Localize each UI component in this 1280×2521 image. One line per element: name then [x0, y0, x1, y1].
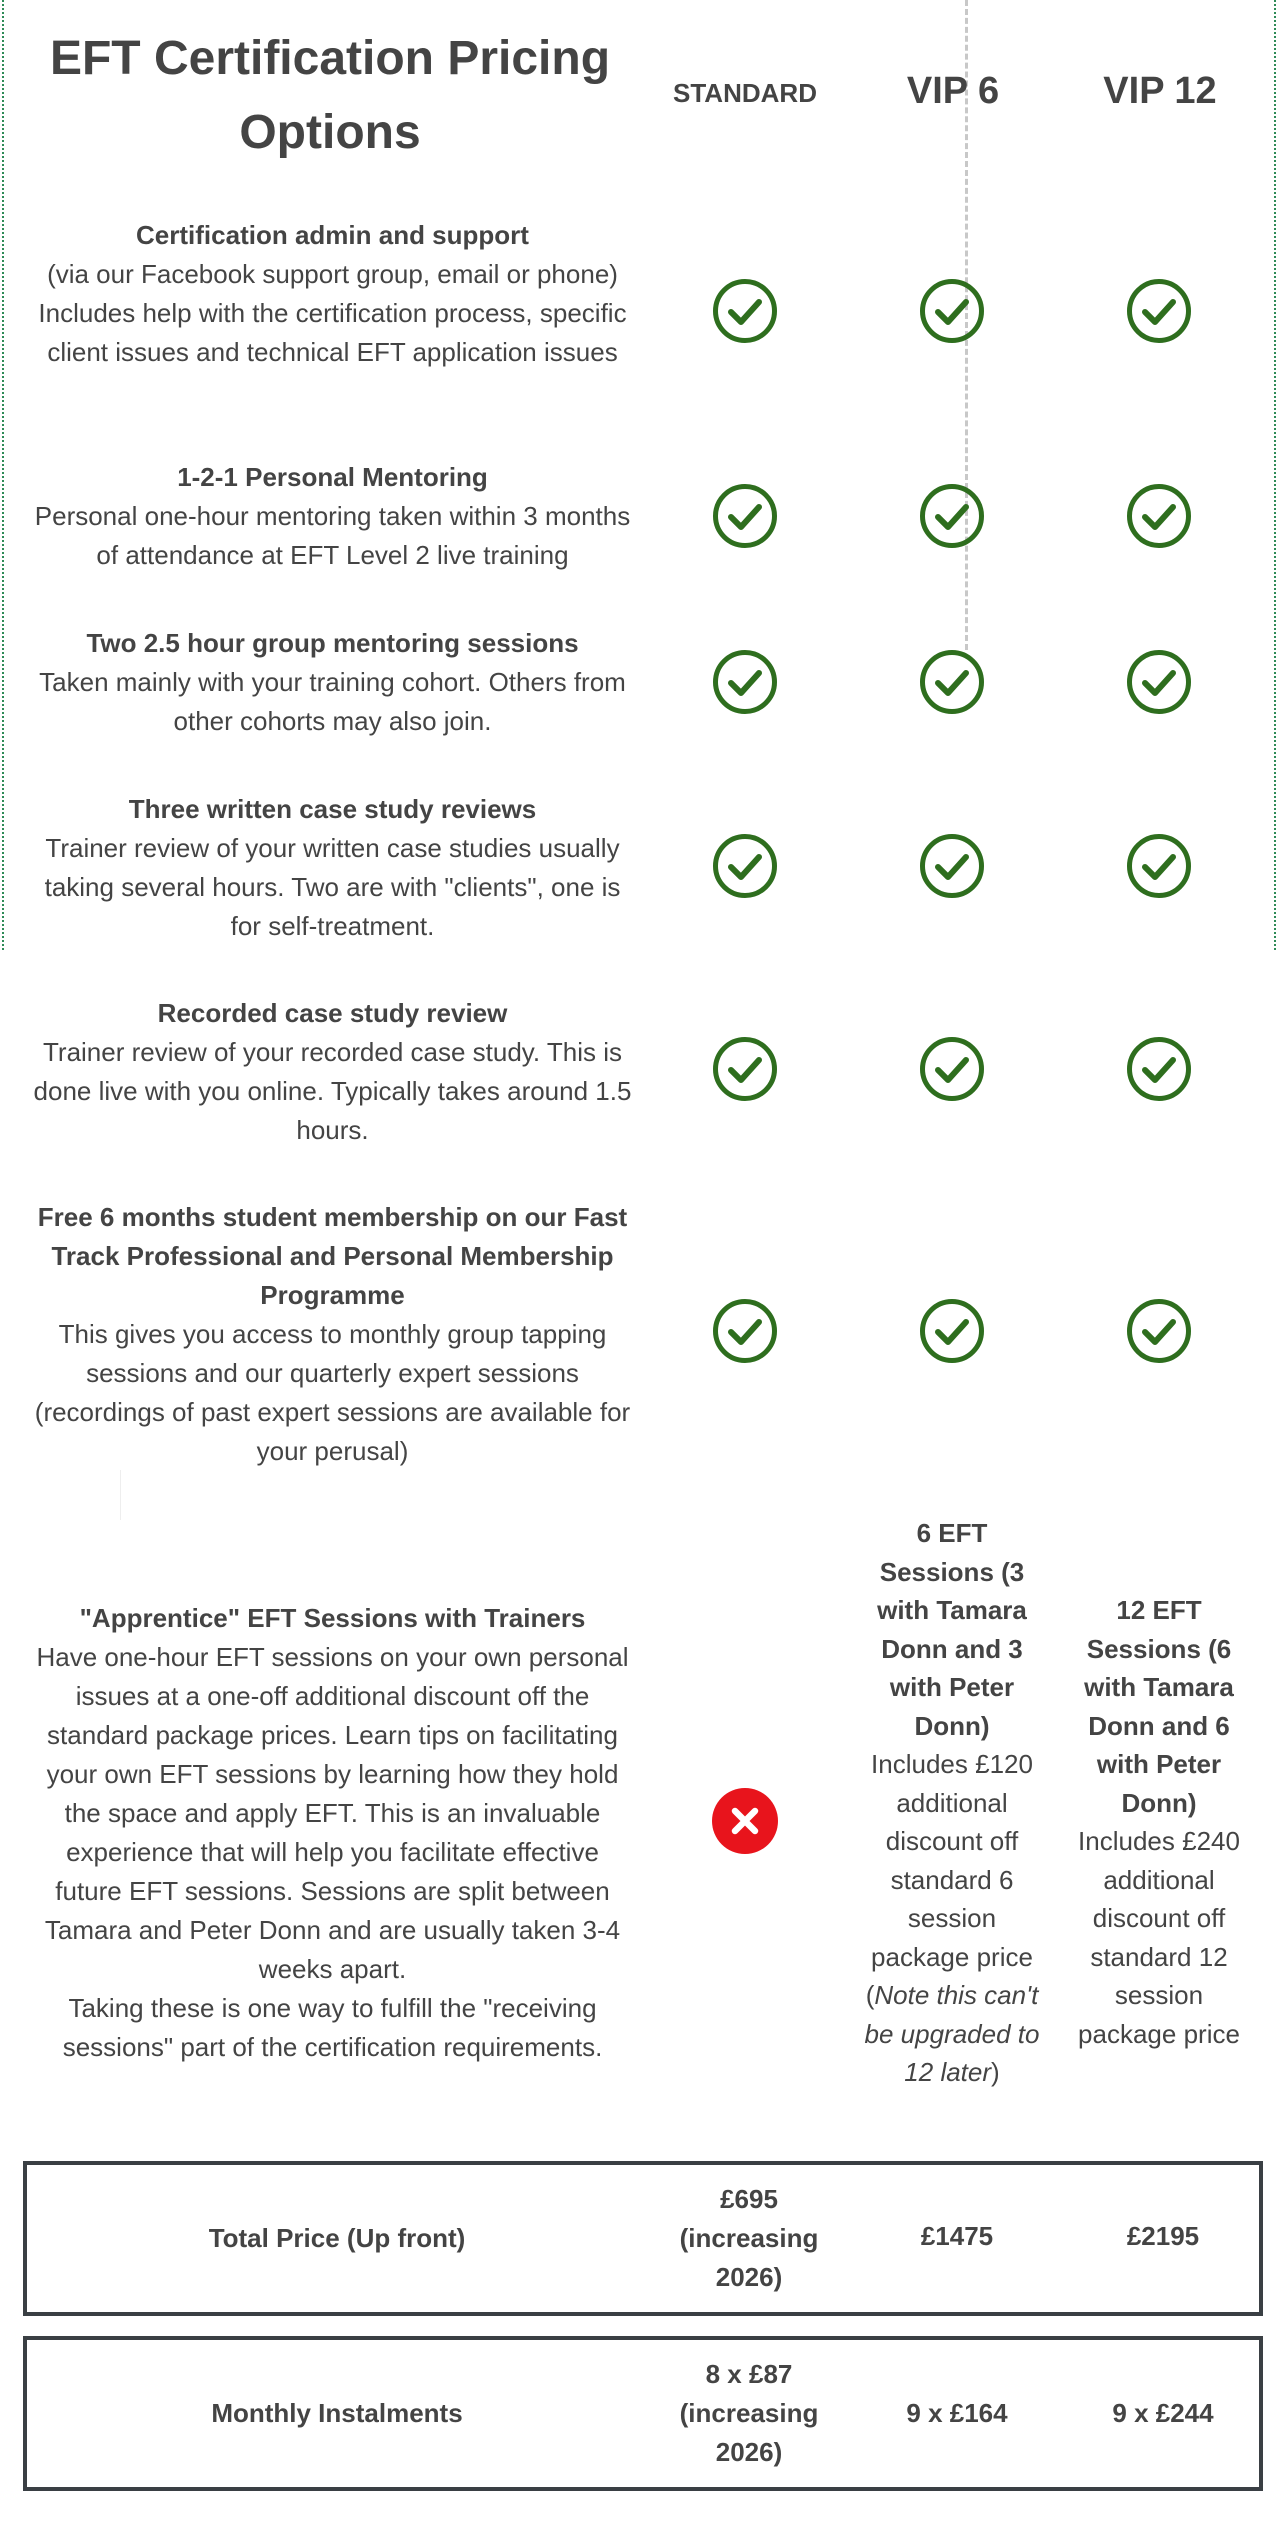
feature-title: Recorded case study review	[157, 998, 508, 1028]
vip6-sessions-description: Includes £120 additional discount off standard 6 session package price	[871, 1749, 1033, 1972]
feature-admin-support	[30, 216, 635, 372]
total-price-row	[23, 2161, 1263, 2316]
page-title: EFT Certification Pricing Options	[49, 32, 611, 159]
feature-written-case-studies	[30, 790, 635, 946]
feature-title: 1-2-1 Personal Mentoring	[177, 462, 488, 492]
check-icon	[711, 1035, 779, 1103]
feature-description: Have one-hour EFT sessions on your own personal issues at a one-off additional discount off the standard package prices. Learn tips on facilitating your own EFT sessions by learning how they hold the space and apply EFT. This is an invaluable experience that will help you facilitate effective future EFT sessions. Sessions are split between Tamara and Peter Donn and are usually taken 3-4 weeks apart.	[36, 1642, 629, 1984]
monthly-instalments-row	[23, 2336, 1263, 2491]
feature-description: This gives you access to monthly group tapping sessions and our quarterly expert sessions (recordings of past expert sessions are available for your perusal)	[34, 1319, 631, 1466]
check-icon	[918, 1297, 986, 1365]
feature-description-note: Taking these is one way to fulfill the "receiving sessions" part of the certification requirements.	[62, 1993, 603, 2062]
monthly-instalments-vip6: 9 x £164	[906, 2398, 1008, 2428]
check-icon	[1125, 277, 1193, 345]
vip12-sessions-description: Includes £240 additional discount off standard 12 session package price	[1078, 1826, 1240, 2049]
feature-title: Three written case study reviews	[128, 794, 537, 824]
check-icon	[711, 648, 779, 716]
feature-description: (via our Facebook support group, email or phone) Includes help with the certification process, specific client issues and technical EFT application issues	[38, 259, 627, 367]
vip6-sessions-note: (Note this can't be upgraded to 12 later)	[864, 1980, 1040, 2087]
check-icon	[711, 482, 779, 550]
feature-title: "Apprentice" EFT Sessions with Trainers	[79, 1603, 586, 1633]
monthly-instalments-standard: 8 x £87 (increasing 2026)	[679, 2359, 819, 2467]
total-price-vip12: £2195	[1126, 2221, 1200, 2251]
check-icon	[1125, 832, 1193, 900]
vip12-sessions-title: 12 EFT Sessions (6 with Tamara Donn and 6 with Peter Donn)	[1084, 1595, 1234, 1818]
feature-group-mentoring	[30, 624, 635, 741]
vip12-sessions-info	[1069, 1591, 1249, 2053]
divider-faint	[120, 1470, 121, 1520]
page-border-left	[2, 0, 4, 950]
feature-description: Trainer review of your written case studies usually taking several hours. Two are with "clients", one is for self-treatment.	[44, 833, 621, 941]
feature-description: Taken mainly with your training cohort. Others from other cohorts may also join.	[39, 667, 626, 736]
check-icon	[918, 648, 986, 716]
check-icon	[918, 482, 986, 550]
check-icon	[1125, 482, 1193, 550]
feature-apprentice-sessions	[30, 1599, 635, 2067]
vip6-sessions-info	[862, 1514, 1042, 2092]
check-icon	[918, 832, 986, 900]
check-icon	[711, 832, 779, 900]
total-price-vip6: £1475	[920, 2221, 994, 2251]
feature-recorded-case-study	[30, 994, 635, 1150]
feature-description: Trainer review of your recorded case study. This is done live with you online. Typically takes around 1.5 hours.	[33, 1037, 632, 1145]
feature-personal-mentoring	[30, 458, 635, 575]
check-icon	[918, 1035, 986, 1103]
column-header-vip6: VIP 6	[906, 70, 1000, 112]
check-icon	[711, 277, 779, 345]
check-icon	[1125, 1297, 1193, 1365]
check-icon	[711, 1297, 779, 1365]
feature-student-membership	[30, 1198, 635, 1471]
check-icon	[1125, 1035, 1193, 1103]
column-header-standard: STANDARD	[673, 78, 817, 108]
feature-title: Free 6 months student membership on our Fast Track Professional and Personal Membership Programme	[37, 1202, 628, 1310]
page-border-right	[1274, 0, 1276, 950]
column-header-vip12: VIP 12	[1103, 70, 1217, 112]
monthly-instalments-label: Monthly Instalments	[211, 2398, 463, 2428]
cross-icon	[711, 1787, 779, 1855]
vip6-sessions-title: 6 EFT Sessions (3 with Tamara Donn and 3 with Peter Donn)	[877, 1518, 1027, 1741]
check-icon	[918, 277, 986, 345]
total-price-standard: £695 (increasing 2026)	[679, 2184, 819, 2292]
feature-title: Certification admin and support	[136, 220, 529, 250]
feature-title: Two 2.5 hour group mentoring sessions	[86, 628, 579, 658]
monthly-instalments-vip12: 9 x £244	[1112, 2398, 1214, 2428]
total-price-label: Total Price (Up front)	[208, 2223, 466, 2253]
check-icon	[1125, 648, 1193, 716]
feature-description: Personal one-hour mentoring taken within 3 months of attendance at EFT Level 2 live training	[34, 501, 631, 570]
